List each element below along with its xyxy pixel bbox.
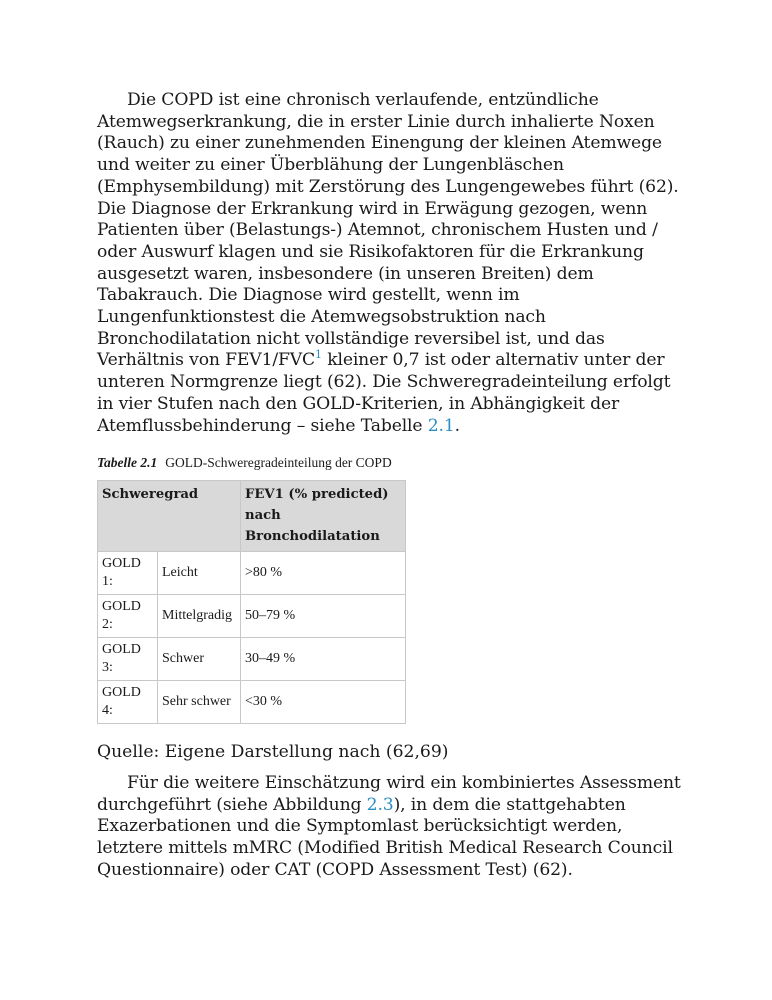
- header-fev1-line2: nach Bronchodilatation: [245, 508, 380, 545]
- cell-label: Schwer: [158, 638, 241, 681]
- table-header-row: [98, 481, 406, 552]
- figure-reference-link[interactable]: 2.3: [366, 794, 394, 815]
- table-row: [98, 638, 406, 681]
- cell-grade: GOLD 1:: [98, 552, 158, 595]
- cell-fev1: >80 %: [241, 552, 406, 595]
- table-row: [98, 552, 406, 595]
- header-fev1-line1: FEV1 (% predicted): [245, 487, 389, 503]
- cell-label: Mittelgradig: [158, 595, 241, 638]
- table-source-note: Quelle: Eigene Darstellung nach (62,69): [97, 742, 449, 763]
- paragraph-text: .: [454, 415, 460, 436]
- cell-fev1: 50–79 %: [241, 595, 406, 638]
- cell-grade: GOLD 3:: [98, 638, 158, 681]
- table-caption: [97, 455, 682, 471]
- paragraph-text: ), in dem die stattgehabten Exazerbationen und die Symptomlast berücksichtigt werden, letztere mittels mMRC (Modified British Medical Research Council Questionnaire) oder CAT (COPD Assessment Test) (62).: [97, 794, 673, 880]
- cell-grade: GOLD 4:: [98, 681, 158, 724]
- cell-label: Leicht: [158, 552, 241, 595]
- paragraph-copd-definition: [97, 90, 682, 437]
- document-page: [97, 90, 682, 881]
- table-reference-link[interactable]: 2.1: [427, 415, 455, 436]
- paragraph-text: Für die weitere Einschätzung wird ein kombiniertes Assessment durchgeführt (siehe Abbildung: [97, 772, 681, 815]
- table-row: [98, 595, 406, 638]
- table-caption-label: Tabelle 2.1: [97, 455, 158, 471]
- cell-grade: GOLD 2:: [98, 595, 158, 638]
- paragraph-text: kleiner 0,7 ist oder alternativ unter der unteren Normgrenze liegt (62). Die Schweregradeinteilung erfolgt in vier Stufen nach den GOLD-Kriterien, in Abhängigkeit der Atemflussbehinderung – siehe Tabelle: [97, 350, 671, 436]
- cell-fev1: 30–49 %: [241, 638, 406, 681]
- table-row: [98, 681, 406, 724]
- cell-label: Sehr schwer: [158, 681, 241, 724]
- header-fev1: [241, 481, 406, 552]
- paragraph-assessment: [97, 773, 682, 882]
- table-caption-text: GOLD-Schweregradeinteilung der COPD: [165, 455, 392, 471]
- header-severity: Schweregrad: [98, 481, 241, 552]
- footnote-marker[interactable]: 1: [315, 348, 322, 362]
- paragraph-text: Die COPD ist eine chronisch verlaufende, entzündliche Atemwegserkrankung, die in erster Linie durch inhalierte Noxen (Rauch) zu einer zunehmenden Einengung der kleinen Atemwege und weiter zu einer Überblähung der Lungenbläschen (Emphysembildung) mit Zerstörung des Lungengewebes führt (62). Die Diagnose der Erkrankung wird in Erwägung gezogen, wenn Patienten über (Belastungs-) Atemnot, chronischem Husten und / oder Auswurf klagen und sie Risikofaktoren für die Erkrankung ausgesetzt waren, insbesondere (in unseren Breiten) dem Tabakrauch. Die Diagnose wird gestellt, wenn im Lungenfunktionstest die Atemwegsobstruktion nach Bronchodilatation nicht vollständige reversibel ist, und das Verhältnis von FEV1/FVC: [97, 90, 679, 371]
- cell-fev1: <30 %: [241, 681, 406, 724]
- gold-severity-table: [97, 480, 406, 724]
